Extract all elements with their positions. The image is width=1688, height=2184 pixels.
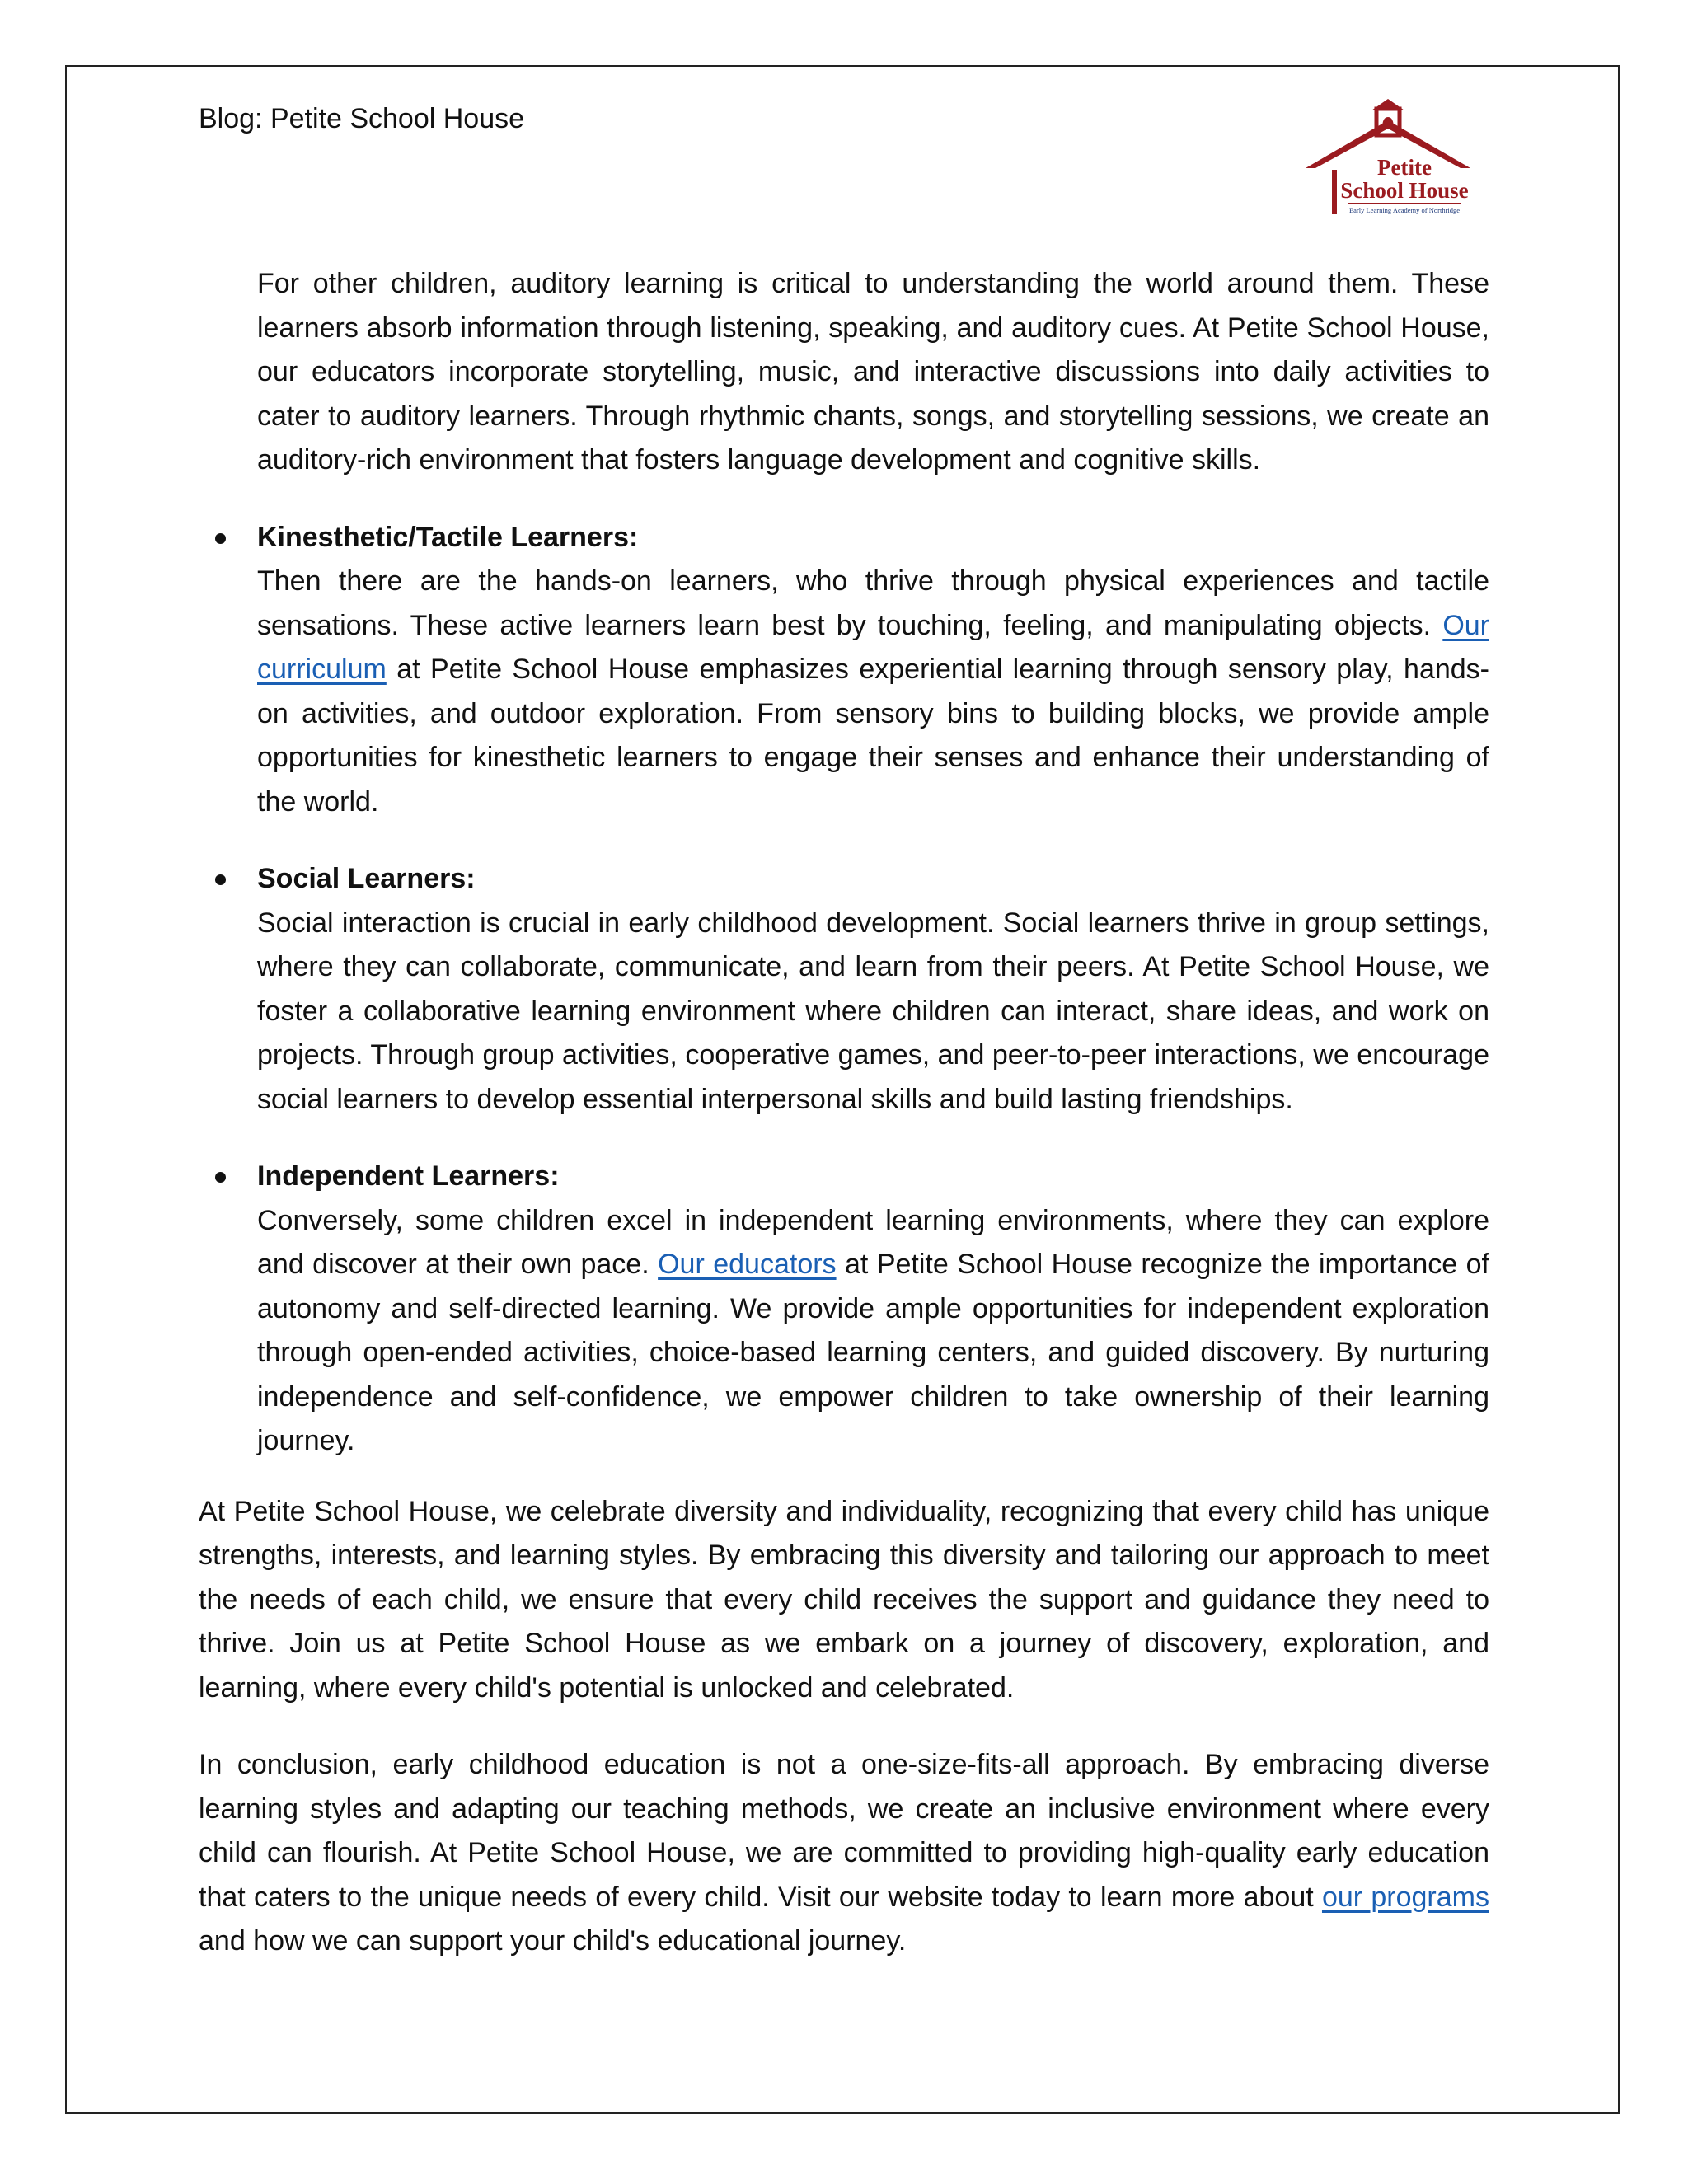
diversity-paragraph: At Petite School House, we celebrate diversity and individuality, recognizing that every child has unique strengths, interests, and learning styles. By embracing this diversity and tailoring our approach to meet the needs of each child, we ensure that every child receives the support and guidance they need to thrive. Join us at Petite School House as we embark on a journey of discovery, exploration, and learning, where every child's potential is unlocked and celebrated. [199, 1495, 1489, 1704]
logo-bell-icon [1382, 117, 1394, 129]
list-item-social [199, 857, 1489, 1122]
independent-heading: Independent Learners: [257, 1160, 560, 1192]
bullet-icon [215, 533, 226, 544]
logo-line2: School House [1340, 178, 1469, 203]
kinesthetic-heading: Kinesthetic/Tactile Learners: [257, 521, 639, 553]
logo-line1: Petite [1377, 155, 1432, 180]
our-educators-link[interactable]: Our educators [658, 1249, 837, 1280]
bullet-icon [215, 874, 226, 885]
list-item-kinesthetic [199, 516, 1489, 825]
our-programs-link[interactable]: our programs [1321, 1881, 1489, 1913]
independent-paragraph: Conversely, some children excel in independent learning environments, where they can explore and discover at their own pace. Our educators at Petite School House recognize the importance of autonomy and self-directed learning. We provide ample opportunities for independent exploration through open-ended activities, choice-based learning centers, and guided discovery. By nurturing independence and self-confidence, we empower children to take ownership of their learning journey. [257, 1204, 1489, 1456]
conclusion-paragraph: In conclusion, early childhood education is not a one-size-fits-all approach. By embracing diverse learning styles and adapting our teaching methods, we create an inclusive environment where every child can flourish. At Petite School House, we are committed to providing high-quality early education that caters to the unique needs of every child. Visit our website today to learn more about our programs and how we can support your child's educational journey. [199, 1749, 1489, 1957]
learner-types-list [199, 516, 1489, 1464]
social-paragraph: Social interaction is crucial in early childhood development. Social learners thrive in group settings, where they can collaborate, communicate, and learn from their peers. At Petite School House, we foster a collaborative learning environment where children can interact, share ideas, and work on projects. Through group activities, cooperative games, and peer-to-peer interactions, we encourage social learners to develop essential interpersonal skills and build lasting friendships. [257, 907, 1489, 1115]
bullet-icon [215, 1172, 226, 1183]
list-item-independent [199, 1155, 1489, 1464]
auditory-learners-paragraph: For other children, auditory learning is critical to understanding the world around them. These learners absorb information through listening, speaking, and auditory cues. At Petite School House, our educators incorporate storytelling, music, and interactive discussions into daily activities to cater to auditory learners. Through rhythmic chants, songs, and storytelling sessions, we create an auditory-rich environment that fosters language development and cognitive skills. [257, 268, 1489, 476]
kinesthetic-paragraph: Then there are the hands-on learners, who thrive through physical experiences and tactile sensations. These active learners learn best by touching, feeling, and manipulating objects. Our curriculum at Petite School House emphasizes experiential learning through sensory play, hands-on activities, and outdoor exploration. From sensory bins to building blocks, we provide ample opportunities for kinesthetic learners to engage their senses and enhance their understanding of the world. [257, 565, 1489, 818]
our-curriculum-link[interactable]: Our curriculum [257, 609, 1489, 685]
social-heading: Social Learners: [257, 863, 476, 894]
blog-content [199, 262, 1489, 1964]
logo-tagline: Early Learning Academy of Northridge [1348, 206, 1461, 214]
blog-header-title: Blog: Petite School House [199, 103, 525, 134]
petite-school-house-logo [1296, 96, 1480, 221]
